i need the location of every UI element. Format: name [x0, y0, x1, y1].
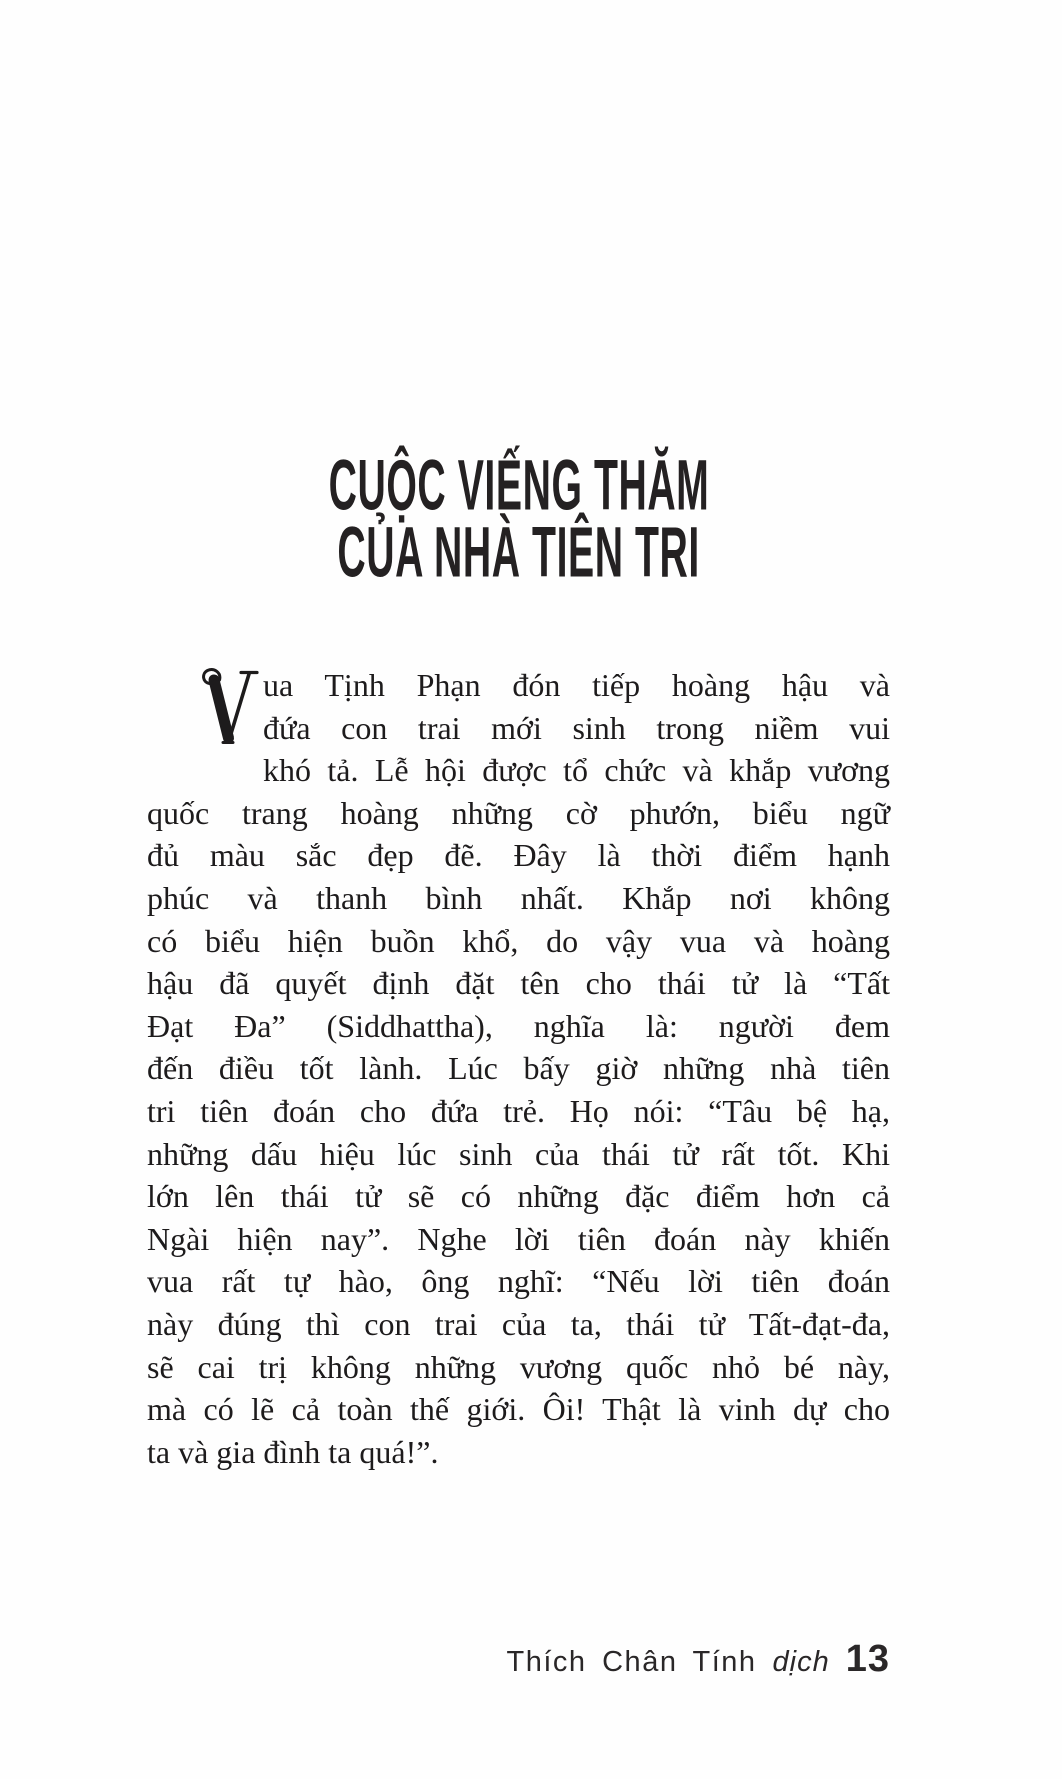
body-paragraph	[147, 664, 890, 1473]
body-line: ua Tịnh Phạn đón tiếp hoàng hậu và	[263, 667, 890, 703]
chapter-title-line-2: CỦA NHÀ TIÊN TRI	[337, 512, 700, 592]
body-line: những dấu hiệu lúc sinh của thái tử rất tốt. Khi	[147, 1135, 890, 1172]
body-line: vua rất tự hào, ông nghĩ: “Nếu lời tiên đoán	[147, 1263, 890, 1300]
page-number: 13	[845, 1638, 890, 1680]
body-line: ta và gia đình ta quá!”.	[147, 1433, 439, 1470]
body-line: Đạt Đa” (Siddhattha), nghĩa là: người đem	[147, 1007, 890, 1044]
dropcap-initial-v	[197, 667, 259, 751]
body-line: khó tả. Lễ hội được tổ chức và khắp vương	[263, 752, 890, 789]
body-line: tri tiên đoán cho đứa trẻ. Họ nói: “Tâu bệ hạ,	[147, 1092, 890, 1129]
body-line: mà có lẽ cả toàn thế giới. Ôi! Thật là vinh dự cho	[147, 1391, 890, 1428]
chapter-title-line-1: CUỘC VIẾNG THĂM	[328, 445, 709, 525]
body-line: này đúng thì con trai của ta, thái tử Tất-đạt-đa,	[147, 1305, 890, 1342]
chapter-title	[147, 445, 890, 592]
translator-name: Thích Chân Tính	[506, 1646, 757, 1678]
body-line: phúc và thanh bình nhất. Khắp nơi không	[147, 879, 890, 916]
body-line: đủ màu sắc đẹp đẽ. Đây là thời điểm hạnh	[147, 837, 890, 874]
body-line: đến điều tốt lành. Lúc bấy giờ những nhà tiên	[147, 1050, 890, 1087]
body-line: đứa con trai mới sinh trong niềm vui	[263, 709, 890, 746]
body-line: sẽ cai trị không những vương quốc nhỏ bé này,	[147, 1348, 890, 1385]
body-line: hậu đã quyết định đặt tên cho thái tử là “Tất	[147, 965, 890, 1002]
body-line: lớn lên thái tử sẽ có những đặc điểm hơn cả	[147, 1178, 890, 1215]
page-footer	[507, 1638, 890, 1681]
body-line: Ngài hiện nay”. Nghe lời tiên đoán này khiến	[147, 1220, 890, 1257]
body-line: quốc trang hoàng những cờ phướn, biểu ngữ	[147, 794, 890, 831]
translator-role: dịch	[772, 1646, 830, 1678]
body-line: có biểu hiện buồn khổ, do vậy vua và hoàng	[147, 922, 890, 959]
